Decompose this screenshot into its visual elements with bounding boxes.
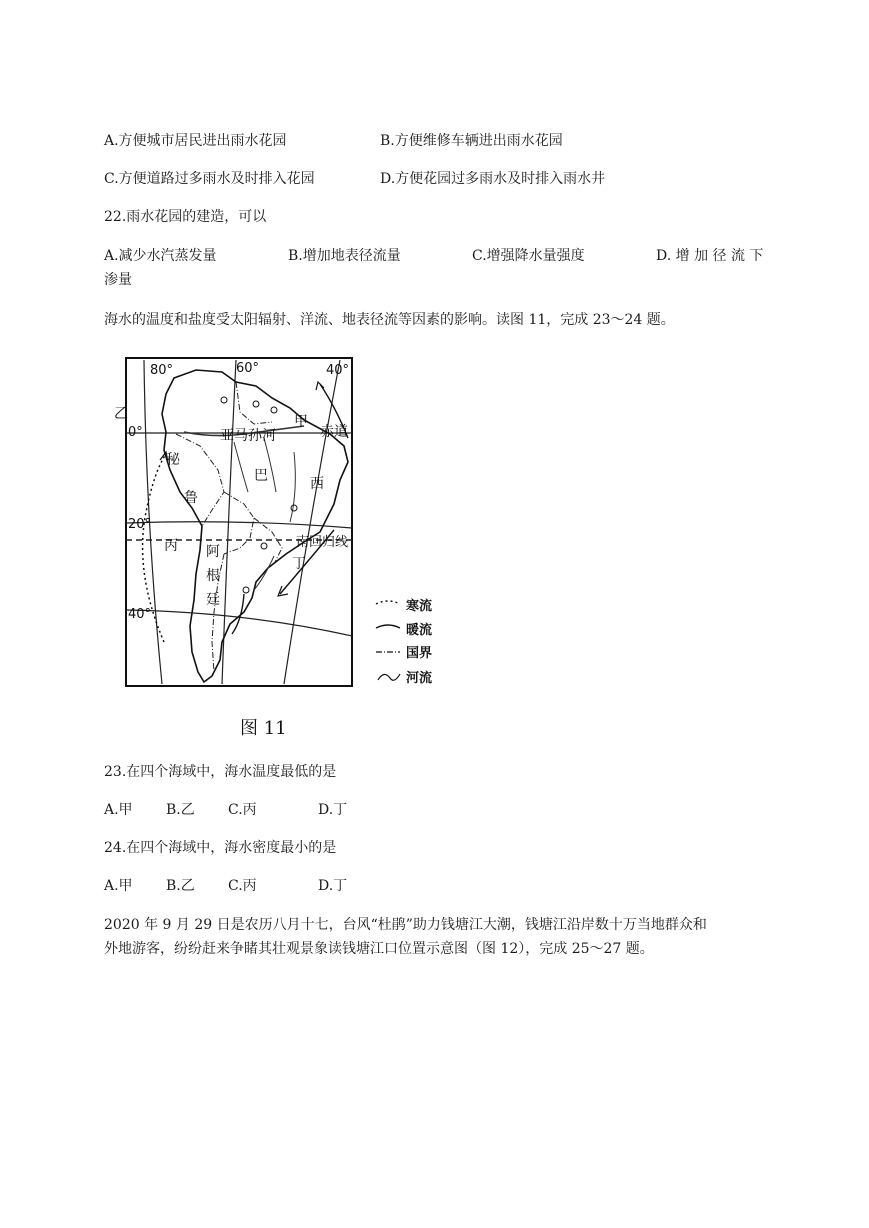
legend-cold-symbol <box>376 601 400 604</box>
map-caption: 图 11 <box>240 718 287 739</box>
label-xi: 西 <box>310 476 324 492</box>
q22-option-b: B.增加地表径流量 <box>288 248 401 264</box>
q23-option-d: D.丁 <box>318 802 348 818</box>
label-yi: 乙 <box>114 406 128 422</box>
legend-warm-symbol <box>376 625 400 628</box>
label-a: 阿 <box>206 544 220 560</box>
legend-warm: 暖流 <box>406 623 433 638</box>
q24-option-c: C.丙 <box>228 878 257 894</box>
q24-stem: 24.在四个海域中，海水密度最小的是 <box>104 840 337 856</box>
q22-option-d: D. 增 加 径 流 下 <box>656 248 764 264</box>
label-ting: 廷 <box>206 592 220 608</box>
legend-cold: 寒流 <box>406 599 433 614</box>
label-jia: 甲 <box>294 414 308 430</box>
q21-option-b: B.方便维修车辆进出雨水花园 <box>380 133 563 149</box>
label-gen: 根 <box>206 568 220 584</box>
label-lat-0: 0° <box>128 425 143 440</box>
q21-option-a: A.方便城市居民进出雨水花园 <box>104 133 287 149</box>
label-lon-60: 60° <box>236 361 260 376</box>
q23-stem: 23.在四个海域中，海水温度最低的是 <box>104 764 337 780</box>
label-lu: 鲁 <box>184 490 198 506</box>
legend-river: 河流 <box>406 671 433 686</box>
south-america-map-figure <box>104 342 466 742</box>
q22-stem: 22.雨水花园的建造，可以 <box>104 209 267 225</box>
label-lat-40: 40° <box>128 607 152 622</box>
label-mi: 秘 <box>166 452 180 468</box>
label-bing: 丙 <box>164 538 178 554</box>
q24-option-b: B.乙 <box>166 878 195 894</box>
q22-option-d-cont: 渗量 <box>104 272 132 288</box>
label-tropic: 南回归线 <box>296 535 349 550</box>
q23-option-a: A.甲 <box>104 802 133 818</box>
label-equator: 赤道 <box>320 424 348 440</box>
q24-option-d: D.丁 <box>318 878 348 894</box>
label-ding: 丁 <box>292 556 306 572</box>
q21-option-d: D.方便花园过多雨水及时排入雨水井 <box>380 171 606 187</box>
legend-border: 国界 <box>406 646 433 661</box>
q21-option-c: C.方便道路过多雨水及时排入花园 <box>104 171 315 187</box>
map-svg <box>104 342 466 742</box>
q22-option-a: A.减少水汽蒸发量 <box>104 248 217 264</box>
label-lon-40: 40° <box>326 363 350 378</box>
q23-option-c: C.丙 <box>228 802 257 818</box>
intro-25-27-line2: 外地游客，纷纷赶来争睹其壮观景象读钱塘江口位置示意图（图 12），完成 25～27 题。 <box>104 941 654 957</box>
label-lon-80: 80° <box>150 363 174 378</box>
q24-option-a: A.甲 <box>104 878 133 894</box>
q22-option-c: C.增强降水量强度 <box>472 248 585 264</box>
label-amazon: 亚马孙河 <box>220 428 276 444</box>
label-lat-20: 20° <box>128 517 152 532</box>
intro-23-24: 海水的温度和盐度受太阳辐射、洋流、地表径流等因素的影响。读图 11，完成 23～24 题。 <box>104 312 675 328</box>
q23-option-b: B.乙 <box>166 802 195 818</box>
label-ba: 巴 <box>254 468 268 484</box>
intro-25-27-line1: 2020 年 9 月 29 日是农历八月十七，台风“杜鹃”助力钱塘江大潮，钱塘江沿岸数十万当地群众和 <box>104 917 707 933</box>
legend-river-symbol <box>378 674 400 680</box>
